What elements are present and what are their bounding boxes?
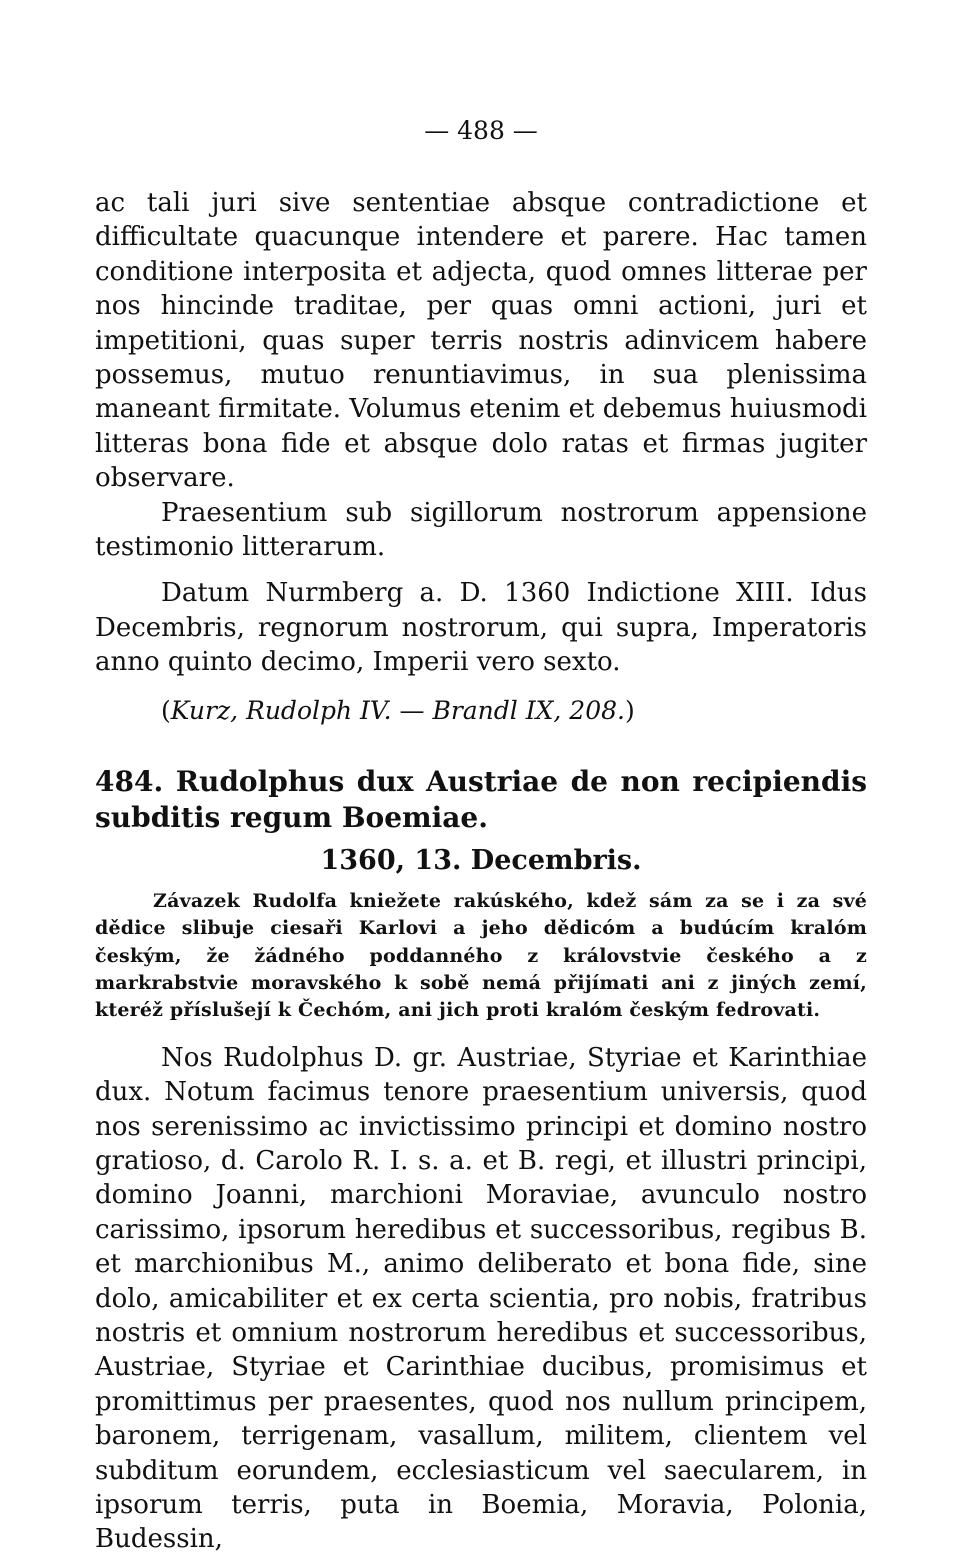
czech-regest: Závazek Rudolfa kniežete rakúského, kdež sám za se i za své dědice slibuje ciesaři Karlovi a jeho dědicóm a budúcím kralóm českým, že žádného poddanného z královstvie českého a z markrabstvie moravského k sobě nemá přijímati ani z jiných zemí, kteréž příslušejí k Čechóm, ani jich proti kralóm českým fedrovati. <box>95 889 867 1022</box>
citation-open: ( <box>161 695 171 725</box>
source-citation <box>95 694 867 728</box>
document-number: 484. <box>95 764 164 798</box>
document-title: Rudolphus dux Austriae de non recipiendis subditis regum Boemiae. <box>95 764 868 834</box>
document-heading <box>95 764 867 836</box>
citation-dash: — <box>391 695 433 725</box>
continuation-paragraph: ac tali juri sive sententiae absque contradictione et difficultate quacunque intendere et parere. Hac tamen conditione interposita et adjecta, quod omnes litterae per nos hincinde traditae, per quas omni actioni, juri et impetitioni, quas super terris nostris adinvicem habere possemus, mutuo renuntiavimus, in sua plenissima maneant firmitate. Volumus etenim et debemus huiusmodi litteras bona fide et absque dolo ratas et firmas jugiter observare. <box>95 188 867 494</box>
book-page <box>95 116 867 1557</box>
page-number: — 488 — <box>424 116 538 145</box>
document-text: Nos Rudolphus D. gr. Austriae, Styriae et Karinthiae dux. Notum facimus tenore praesentium universis, quod nos serenissimo ac invictissimo principi et domino nostro gratioso, d. Carolo R. I. s. a. et B. regi, et illustri principi, domino Joanni, marchioni Moraviae, avunculo nostro carissimo, ipsorum heredibus et successoribus, regibus B. et marchionibus M., animo deliberato et bona fide, sine dolo, amicabiliter et ex certa scientia, pro nobis, fratribus nostris et omnium nostrorum heredibus et successoribus, Austriae, Styriae et Carinthiae ducibus, promisimus et promittimus per praesentes, quod nos nullum principem, baronem, terrigenam, vasallum, militem, clientem vel subditum eorundem, ecclesiasticum vel saecularem, in ipsorum terris, puta in Boemia, Moravia, Polonia, Budessin, <box>95 1042 867 1555</box>
dating-clause: Datum Nurmberg a. D. 1360 Indictione XIII. Idus Decembris, regnorum nostrorum, qui supra, Imperatoris anno quinto decimo, Imperii vero sexto. <box>95 578 867 678</box>
document-date: 1360, 13. Decembris. <box>320 844 642 876</box>
sealing-clause: Praesentium sub sigillorum nostrorum appensione testimonio litterarum. <box>95 497 867 563</box>
citation-brandl: Brandl IX, 208. <box>432 695 625 725</box>
citation-close: ) <box>624 695 635 725</box>
citation-kurz: Kurz, Rudolph IV. <box>170 695 392 725</box>
